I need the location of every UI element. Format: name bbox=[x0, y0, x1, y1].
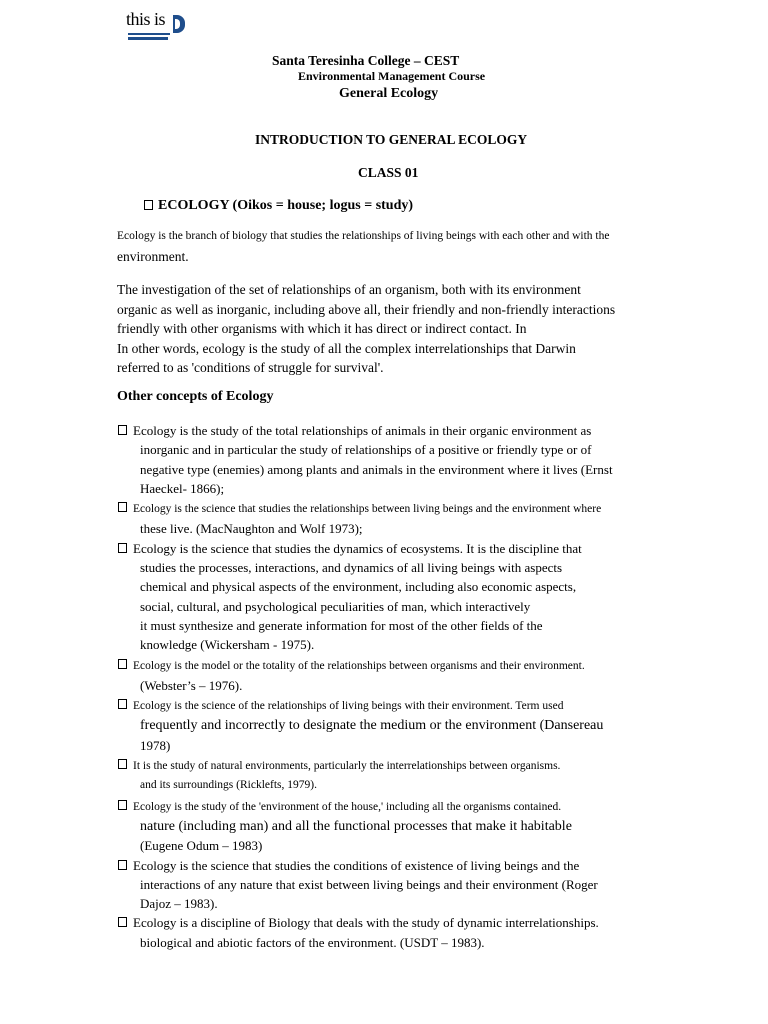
concept-text: It is the study of natural environments, particularly the interrelationships between organisms. bbox=[133, 760, 561, 773]
checkbox-bullet-icon bbox=[118, 800, 127, 810]
list-item bbox=[117, 856, 672, 914]
list-item bbox=[117, 421, 672, 498]
paragraph-line: referred to as 'conditions of struggle for survival'. bbox=[117, 360, 384, 375]
concept-text: knowledge (Wickersham - 1975). bbox=[140, 637, 315, 653]
concept-text: interactions of any nature that exist between living beings and their environment (Roger bbox=[140, 876, 598, 892]
section-heading: Other concepts of Ecology bbox=[117, 389, 274, 404]
list-item bbox=[117, 755, 672, 796]
list-item bbox=[117, 796, 672, 856]
concept-text: studies the processes, interactions, and dynamics of all living beings with aspects bbox=[140, 560, 563, 576]
concept-text: Ecology is the science of the relationships of living beings with their environment. Term used bbox=[133, 700, 564, 713]
logo-badge-icon bbox=[173, 15, 185, 33]
list-item bbox=[117, 655, 672, 696]
concept-text: these live. (MacNaughton and Wolf 1973); bbox=[140, 521, 363, 537]
concept-text: chemical and physical aspects of the environment, including also economic aspects, bbox=[140, 579, 577, 595]
paragraph-line: organic as well as inorganic, including above all, their friendly and non-friendly interactions bbox=[117, 301, 616, 317]
concept-text: Haeckel- 1866); bbox=[140, 480, 225, 496]
concept-text: inorganic and in particular the study of relationships of a positive or friendly type or of bbox=[140, 442, 592, 458]
concept-text: (Webster’s – 1976). bbox=[140, 677, 243, 693]
paragraph-line: In other words, ecology is the study of all the complex interrelationships that Darwin bbox=[117, 340, 576, 356]
list-item bbox=[117, 539, 672, 655]
paragraph-line: friendly with other organisms with which it has direct or indirect contact. In bbox=[117, 321, 527, 336]
list-item bbox=[117, 695, 672, 755]
concept-text: negative type (enemies) among plants and animals in the environment where it lives (Ernst bbox=[140, 461, 613, 477]
concept-text: biological and abiotic factors of the environment. (USDT – 1983). bbox=[140, 934, 485, 950]
logo-underline bbox=[128, 33, 170, 35]
concept-text: Ecology is the science that studies the conditions of existence of living beings and the bbox=[133, 857, 580, 873]
concept-text: 1978) bbox=[140, 737, 171, 753]
page-title: INTRODUCTION TO GENERAL ECOLOGY bbox=[255, 132, 528, 147]
concept-text: Dajoz – 1983). bbox=[140, 896, 218, 912]
concept-text: Ecology is the study of the total relationships of animals in their organic environment as bbox=[133, 423, 592, 438]
list-item bbox=[117, 913, 672, 952]
checkbox-bullet-icon bbox=[118, 425, 127, 435]
ecology-heading bbox=[144, 198, 413, 214]
concept-text: Ecology is the science that studies the relationships between living beings and the environment where bbox=[133, 503, 602, 516]
concepts-list bbox=[117, 421, 672, 952]
concept-text: social, cultural, and psychological peculiarities of man, which interactively bbox=[140, 598, 531, 614]
concept-text: Ecology is a discipline of Biology that deals with the study of dynamic interrelationships. bbox=[133, 915, 599, 931]
concept-text: and its surroundings (Ricklefts, 1979). bbox=[140, 779, 317, 792]
subject-name: General Ecology bbox=[339, 86, 439, 101]
logo-underline bbox=[128, 37, 168, 40]
concept-text: nature (including man) and all the functional processes that make it habitable bbox=[140, 818, 572, 834]
concept-text: (Eugene Odum – 1983) bbox=[140, 838, 263, 854]
concept-text: Ecology is the model or the totality of the relationships between organisms and their environment. bbox=[133, 659, 585, 672]
institution-name: Santa Teresinha College – CEST bbox=[272, 53, 460, 68]
college-logo bbox=[126, 9, 186, 42]
checkbox-bullet-icon bbox=[118, 917, 127, 927]
logo-text: this is bbox=[126, 9, 166, 29]
concept-text: it must synthesize and generate information for most of the other fields of the bbox=[140, 617, 543, 633]
list-item bbox=[117, 498, 672, 539]
checkbox-bullet-icon bbox=[118, 543, 127, 553]
checkbox-bullet-icon bbox=[118, 860, 127, 870]
paragraph-line: The investigation of the set of relationships of an organism, both with its environment bbox=[117, 282, 581, 297]
definition-line: Ecology is the branch of biology that studies the relationships of living beings with each other and with the bbox=[117, 230, 610, 242]
checkbox-bullet-icon bbox=[118, 659, 127, 669]
concept-text: frequently and incorrectly to designate the medium or the environment (Dansereau bbox=[140, 718, 604, 734]
definition-line: environment. bbox=[117, 249, 189, 264]
concept-text: Ecology is the study of the 'environment of the house,' including all the organisms contained. bbox=[133, 800, 562, 813]
ecology-heading-text: ECOLOGY (Oikos = house; logus = study) bbox=[158, 198, 414, 213]
investigation-paragraph bbox=[117, 280, 642, 378]
course-name: Environmental Management Course bbox=[298, 69, 486, 83]
checkbox-bullet-icon bbox=[118, 759, 127, 769]
class-label: CLASS 01 bbox=[358, 165, 419, 180]
checkbox-bullet-icon bbox=[118, 699, 127, 709]
checkbox-bullet-icon bbox=[144, 200, 153, 210]
checkbox-bullet-icon bbox=[118, 502, 127, 512]
concept-text: Ecology is the science that studies the dynamics of ecosystems. It is the discipline that bbox=[133, 540, 582, 556]
